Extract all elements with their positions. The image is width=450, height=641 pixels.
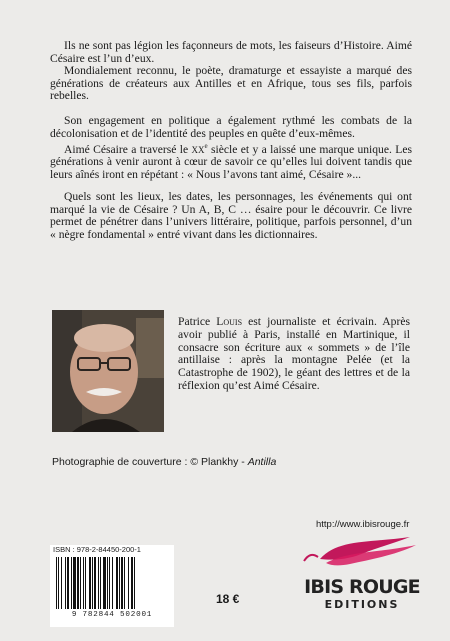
- photo-credit-source: Antilla: [247, 456, 277, 468]
- politics-paragraph: [50, 115, 412, 140]
- recognition-paragraph: [50, 65, 412, 103]
- author-photo: [52, 310, 164, 432]
- author-bio: [178, 316, 410, 393]
- isbn-label: ISBN : 978-2-84450-200-1: [53, 545, 141, 554]
- barcode-digits: 9 782844 502001: [71, 611, 153, 619]
- politics-text: Son engagement en politique a également rythmé les combats de la décolonisation et de l’identité des peuples en quête d’eux-mêmes.: [50, 114, 412, 140]
- ibis-bird-icon: [298, 533, 426, 613]
- barcode-icon: [52, 557, 172, 611]
- author-bio-text: est journaliste et écrivain. Après avoir publié à Paris, installé en Martinique, il consacre son écriture aux « sommets » de l’île antillaise : après la montagne Pelée (et la Catastrophe de 1902), le géant des lettres et de la réflexion qu’est Aimé Césaire.: [178, 315, 410, 392]
- photo-credit: [52, 456, 276, 468]
- author-first-name: Patrice: [178, 315, 217, 328]
- book-summary-paragraph: [50, 191, 412, 241]
- legacy-text-start: Aimé Césaire a traversé le: [64, 142, 192, 156]
- intro-text: Ils ne sont pas légion les façonneurs de mots, les faiseurs d’Histoire. Aimé Césaire est l’un d’eux.: [50, 39, 412, 65]
- century-suffix: e: [204, 142, 208, 150]
- photo-credit-label: Photographie de couverture : © Plankhy -: [52, 456, 248, 468]
- price: 18 €: [216, 592, 240, 606]
- publisher-url[interactable]: http://www.ibisrouge.fr: [316, 519, 410, 530]
- publisher-logo-subtitle: EDITIONS: [324, 598, 400, 611]
- barcode-block: [50, 545, 174, 627]
- intro-paragraph: [50, 40, 412, 65]
- legacy-paragraph: [50, 140, 412, 182]
- century-numeral: XX: [191, 144, 205, 155]
- book-summary-text: Quels sont les lieux, les dates, les personnages, les événements qui ont marqué la vie de Césaire ? Un A, B, C … ésaire pour le découvrir. Ce livre permet de pénétrer dans l’univers littéraire, politique, parfois personnel, d’un « nègre fondamental » entré vivant dans les dictionnaires.: [50, 190, 412, 241]
- author-last-name: Louis: [216, 315, 243, 328]
- publisher-logo: [298, 533, 426, 613]
- legacy-text-end: siècle et y a laissé une marque unique. Les générations à venir auront à cœur de savoir ce qu’elles lui doivent tandis que leurs aînés iront en répétant : « Nous l’avons tant aimé, Césaire »...: [50, 142, 412, 182]
- recognition-text: Mondialement reconnu, le poète, dramaturge et essayiste a marqué des générations de créateurs aux Antilles et en Afrique, tous ses fils, parfois rebelles.: [50, 64, 412, 103]
- publisher-logo-name: IBIS ROUGE: [304, 576, 420, 598]
